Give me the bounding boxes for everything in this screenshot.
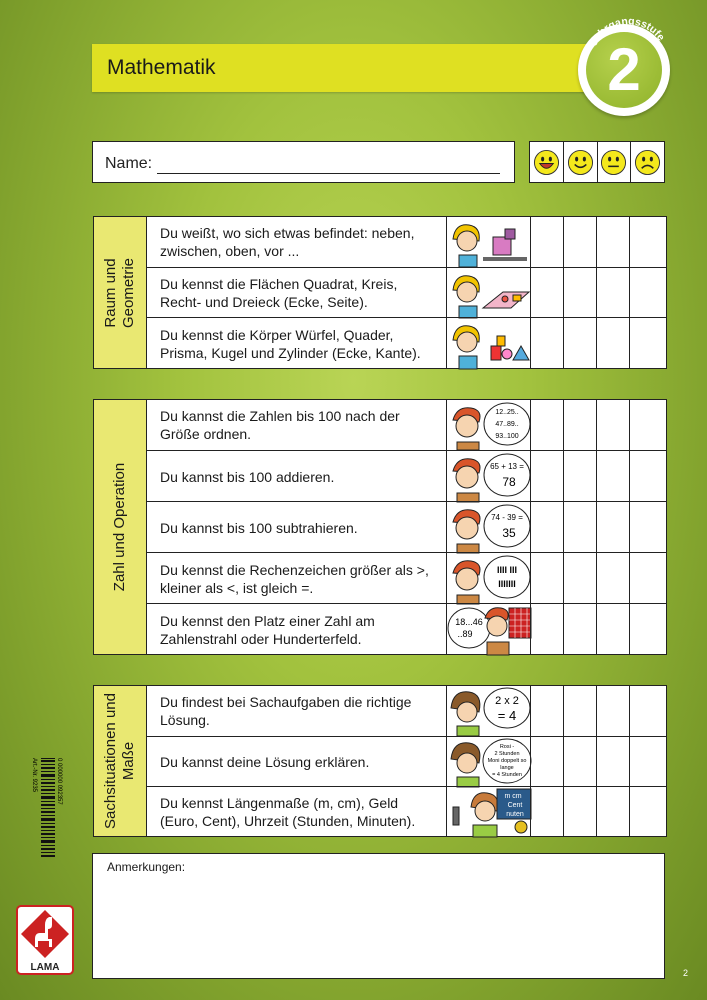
name-field[interactable] [92,141,515,183]
rating-checkbox[interactable] [563,400,597,450]
rating-checkbox[interactable] [629,400,663,450]
rating-checkbox[interactable] [563,318,597,369]
competency-text: Du kannst bis 100 subtrahieren. [160,519,358,536]
section-title: Sachsituationen und Maße [102,693,137,829]
sad-smiley-icon [634,149,661,176]
rating-checkbox[interactable] [629,604,663,655]
competency-text: Du kennst die Körper Würfel, Quader, Prisma, Kugel und Zylinder (Ecke, Kante). [160,326,421,361]
competency-row [146,552,666,604]
page-number: 2 [683,968,689,978]
competency-text: Du kannst bis 100 addieren. [160,468,335,485]
rating-checkbox[interactable] [563,686,597,736]
barcode-digits: 0 000000 092357 [56,758,62,805]
boy-hundred-board-illustration [446,604,531,655]
competency-text: Du findest bei Sachaufgaben die richtige Lösung. [160,694,412,728]
competency-row [146,736,666,787]
competency-row [146,217,666,267]
boy-comparison-illustration [446,553,531,604]
section-title: Raum und Geometrie [102,257,137,328]
girl-solids-illustration [446,318,531,369]
bubble-text: 74 - 39 = [491,513,523,522]
bubble-text: 2 x 2 [495,695,519,707]
rating-header [529,141,665,183]
rating-checkbox[interactable] [563,502,597,553]
rating-checkbox[interactable] [629,787,663,837]
rating-checkbox[interactable] [596,502,630,553]
competency-row [146,686,666,736]
section-label [94,217,147,368]
notes-label: Anmerkungen: [107,860,186,874]
boy-subtraction-illustration [446,502,531,553]
rating-checkbox[interactable] [596,737,630,787]
bubble-text: Rosi - [499,744,515,750]
competency-text: Du kennst den Platz einer Zahl am Zahlenstrahl oder Hunderterfeld. [160,612,375,647]
boy-ordering-illustration [446,400,531,450]
rating-checkbox[interactable] [629,553,663,604]
rating-checkbox[interactable] [530,451,564,502]
bubble-text: IIII III [496,565,518,575]
bubble-text: 35 [502,526,516,540]
rating-checkbox[interactable] [596,604,630,655]
name-input-line[interactable] [157,173,500,174]
girl-explaining-illustration [446,737,531,787]
rating-checkbox[interactable] [596,268,630,318]
bubble-text: 78 [502,475,516,489]
grade-label: Jahrgangsstufe [587,15,667,48]
girl-position-illustration [446,217,531,267]
rating-checkbox[interactable] [563,737,597,787]
rating-checkbox[interactable] [530,217,564,267]
rating-checkbox[interactable] [530,686,564,736]
section-label [94,400,147,654]
rating-checkbox[interactable] [629,451,663,502]
barcode [22,758,60,858]
bubble-text: Cent [507,802,523,809]
bubble-text: 18...46 [455,617,483,627]
competency-text: Du kannst deine Lösung erklären. [160,754,370,770]
name-label: Name: [105,155,153,172]
grade-label-arc [578,6,678,76]
rating-checkbox[interactable] [596,451,630,502]
rating-checkbox[interactable] [596,553,630,604]
competency-row [146,786,666,837]
section-sachsituationen-masse [93,685,667,837]
very-happy-smiley-icon [533,149,560,176]
competency-row [146,400,666,450]
section-label [94,686,147,836]
rating-checkbox[interactable] [530,787,564,837]
rating-checkbox[interactable] [530,318,564,369]
competency-row [146,501,666,553]
bubble-text: = 4 [497,708,517,723]
bubble-text: 2 Stunden [494,751,520,757]
notes-field[interactable] [92,853,665,979]
competency-text: Du weißt, wo sich etwas befindet: neben, zwischen, oben, vor ... [160,225,415,259]
rating-checkbox[interactable] [629,318,663,369]
girl-shapes-illustration [446,268,531,318]
neutral-smiley-icon [600,149,627,176]
rating-checkbox[interactable] [596,787,630,837]
competency-row [146,450,666,502]
competency-text: Du kennst die Flächen Quadrat, Kreis, Recht- und Dreieck (Ecke, Seite). [160,276,398,310]
competency-row [146,317,666,369]
rating-checkbox[interactable] [629,502,663,553]
happy-smiley-icon [567,149,594,176]
rating-checkbox[interactable] [629,268,663,318]
section-zahl-operation [93,399,667,655]
rating-checkbox[interactable] [629,217,663,267]
rating-checkbox[interactable] [530,553,564,604]
publisher-name: LAMA [30,962,60,973]
rating-checkbox[interactable] [596,400,630,450]
rating-checkbox[interactable] [596,217,630,267]
rating-checkbox[interactable] [563,787,597,837]
competency-text: Du kennst die Rechenzeichen größer als >, kleiner als <, ist gleich =. [160,561,429,596]
bubble-text: ..89 [457,629,473,639]
rating-checkbox[interactable] [596,686,630,736]
rating-checkbox[interactable] [563,604,597,655]
grade-number: 2 [586,32,662,108]
competency-row [146,267,666,318]
section-raum-geometrie [93,216,667,369]
bubble-text: nuten [506,811,524,818]
bubble-text: m cm [504,793,522,800]
rating-checkbox[interactable] [530,268,564,318]
boy-addition-illustration [446,451,531,502]
rating-checkbox[interactable] [629,737,663,787]
bubble-text: lange [500,765,514,771]
rating-checkbox[interactable] [530,737,564,787]
rating-checkbox[interactable] [596,318,630,369]
rating-checkbox[interactable] [530,400,564,450]
bubble-text: 93..100 [495,433,519,440]
bubble-text: 12..25.. [495,409,519,416]
section-title: Zahl und Operation [111,462,128,592]
competency-text: Du kennst Längenmaße (m, cm), Geld (Euro, Cent), Uhrzeit (Stunden, Minuten). [160,795,416,829]
page-title: Mathematik [107,56,216,79]
rating-checkbox[interactable] [563,217,597,267]
bubble-text: 65 + 13 = [490,462,524,471]
header-bar [92,44,612,92]
article-number: Art.-Nr. 9235 [31,758,37,793]
rating-checkbox[interactable] [563,451,597,502]
rating-checkbox[interactable] [563,553,597,604]
bubble-text: IIIIIII [498,579,516,589]
girl-word-problem-illustration [446,686,531,736]
girl-measures-illustration [446,787,531,837]
competency-row [146,603,666,655]
rating-checkbox[interactable] [629,686,663,736]
rating-checkbox[interactable] [530,502,564,553]
lama-logo [16,905,74,975]
bubble-text: 47..89.. [495,421,519,428]
bubble-text: Moni doppelt so [487,758,527,764]
rating-checkbox[interactable] [563,268,597,318]
svg-text:Jahrgangsstufe [588,15,667,47]
bubble-text: = 4 Stunden [492,772,522,778]
rating-checkbox[interactable] [530,604,564,655]
competency-text: Du kannst die Zahlen bis 100 nach der Größe ordnen. [160,408,400,442]
